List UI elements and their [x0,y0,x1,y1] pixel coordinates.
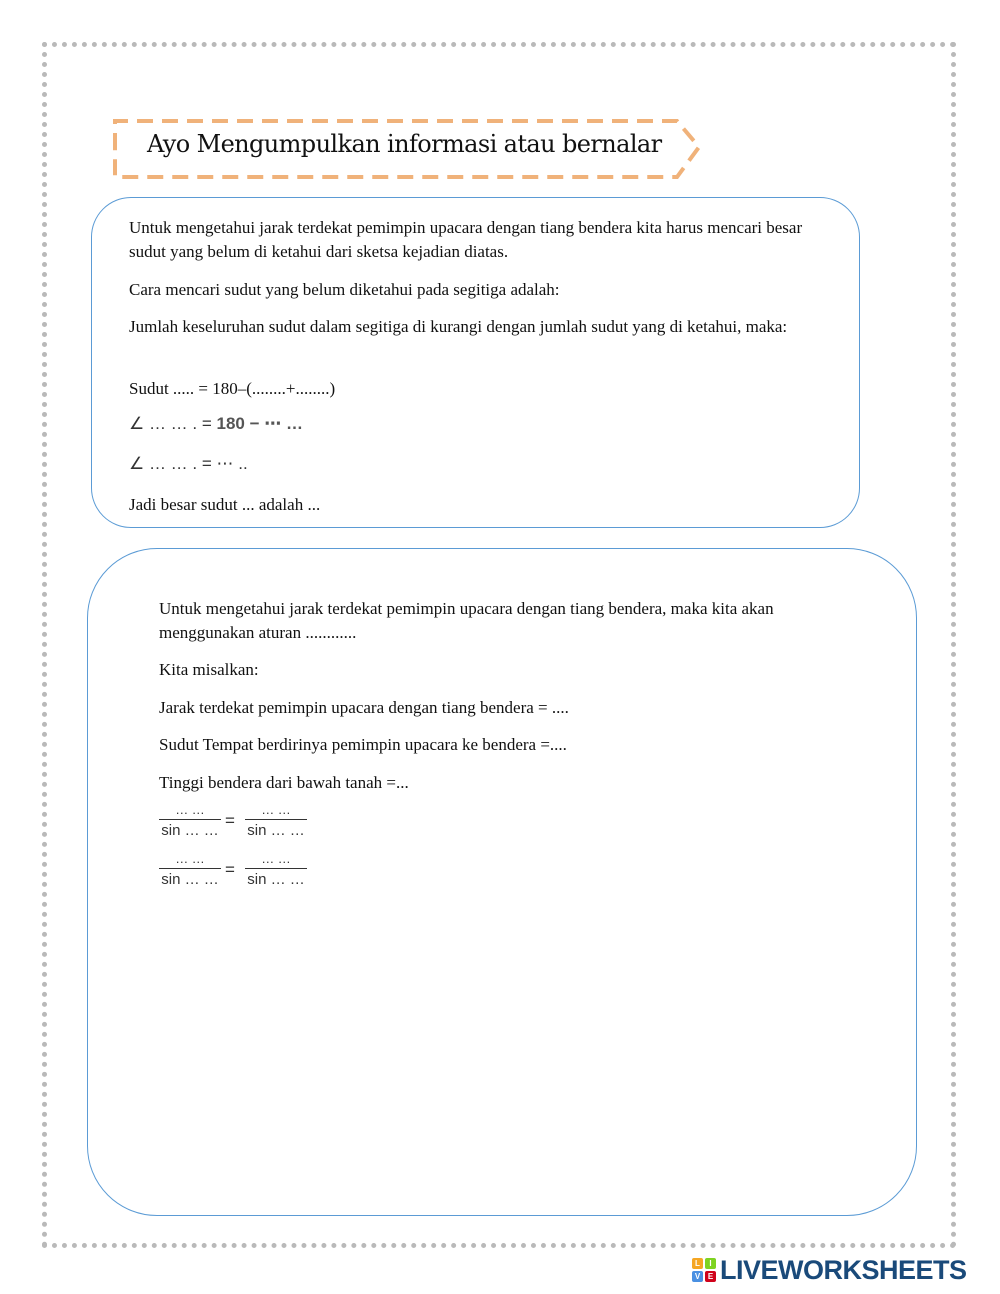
left-fraction [159,801,221,840]
section2-distance-line: Jarak terdekat pemimpin upacara dengan tiang bendera = .... [159,698,569,717]
left-fraction [159,850,221,889]
right-fraction [245,801,307,840]
right-denominator: sin … … [247,822,305,839]
logo-icon [692,1258,718,1282]
section1-intro: Untuk mengetahui jarak terdekat pemimpin upacara dengan tiang bendera kita harus mencari besar sudut yang belum di ketahui dari sketsa kejadian diatas. [129,218,803,261]
sine-rule-equation [159,850,319,894]
right-denominator: sin … … [247,871,305,888]
left-numerator: … … [175,851,205,866]
logo-icon-letter: E [705,1271,716,1282]
left-numerator: … … [175,802,205,817]
section1-formula: Sudut ..... = 180–(........+........) [129,379,336,398]
title-banner [112,118,712,180]
angle-equation-1 [129,414,303,434]
equals-sign: = [225,860,235,879]
left-denominator: sin … … [161,822,219,839]
section2-assume-label: Kita misalkan: [159,660,259,679]
angle-equation-1-value: 180 − ⋯ … [216,414,303,433]
right-numerator: … … [261,851,291,866]
logo-icon-letter: L [692,1258,703,1269]
right-fraction [245,850,307,889]
right-numerator: … … [261,802,291,817]
section2-intro: Untuk mengetahui jarak terdekat pemimpin upacara dengan tiang bendera, maka kita akan menggunakan aturan ............ [159,599,774,642]
angle-equation-2: ∠ … … . = ⋯ .. [129,454,248,473]
logo-icon-letter: V [692,1271,703,1282]
equals-sign: = [225,811,235,830]
section2-angle-line: Sudut Tempat berdirinya pemimpin upacara ke bendera =.... [159,735,567,754]
page-title: Ayo Mengumpulkan informasi atau bernalar [147,130,662,158]
section2-height-line: Tinggi bendera dari bawah tanah =... [159,773,409,792]
angle-equation-1-prefix: ∠ … … . = [129,414,217,433]
left-denominator: sin … … [161,871,219,888]
logo-icon-letter: I [705,1258,716,1269]
section1-method-desc: Jumlah keseluruhan sudut dalam segitiga di kurangi dengan jumlah sudut yang di ketahui, maka: [129,317,788,336]
logo-text: LIVEWORKSHEETS [720,1254,967,1285]
section1-method-label: Cara mencari sudut yang belum diketahui pada segitiga adalah: [129,280,560,299]
sine-rule-equation [159,801,319,845]
liveworksheets-logo [692,1254,967,1286]
section1-conclusion: Jadi besar sudut ... adalah ... [129,495,321,514]
